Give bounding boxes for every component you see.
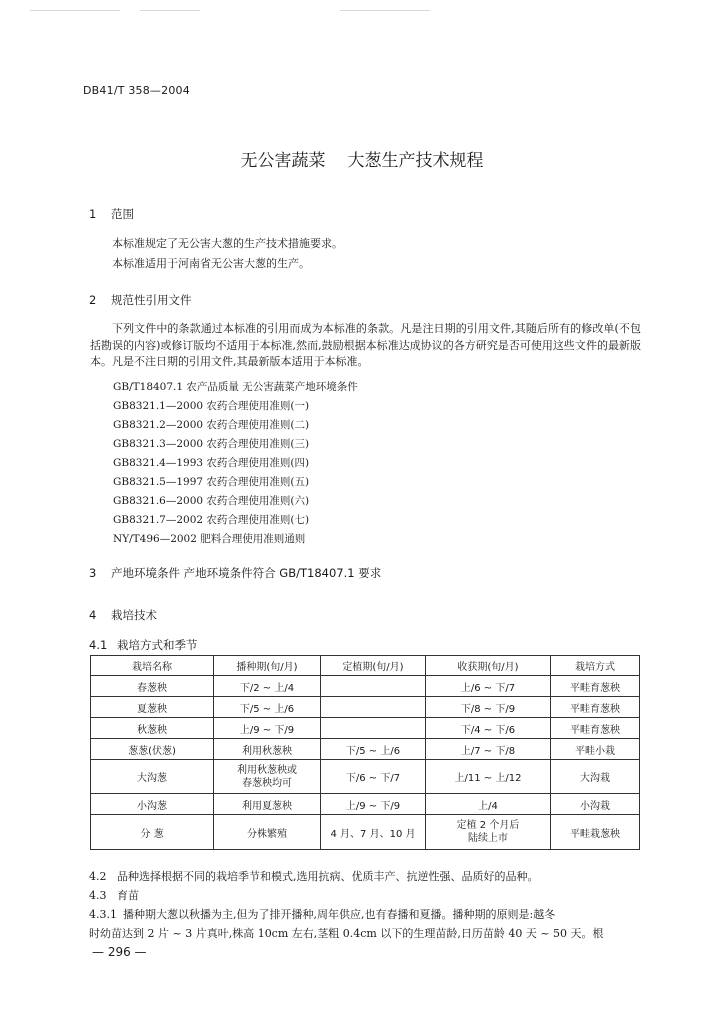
table-cell: 利用秋葱秧 — [214, 739, 321, 760]
table-cell: 下/5 ~ 上/6 — [214, 697, 321, 718]
table-cell: 下/8 ~ 下/9 — [426, 697, 551, 718]
table-header: 定植期(旬/月) — [321, 656, 426, 676]
scan-artifact — [140, 10, 200, 11]
table-cell: 下/5 ~ 上/6 — [321, 739, 426, 760]
table-row — [91, 739, 640, 760]
table-cell: 分 葱 — [91, 815, 214, 850]
table-cell — [321, 718, 426, 739]
table-cell: 平畦育葱秧 — [551, 697, 640, 718]
table-cell: 大沟葱 — [91, 760, 214, 794]
table-row — [91, 718, 640, 739]
table-cell — [321, 676, 426, 697]
table-cell: 平畦栽葱秧 — [551, 815, 640, 850]
table-row — [91, 794, 640, 815]
section-4-1-heading: 4.1 栽培方式和季节 — [89, 638, 198, 652]
reference-item: GB/T18407.1 农产品质量 无公害蔬菜产地环境条件 — [113, 381, 358, 393]
table-cell: 下/2 ~ 上/4 — [214, 676, 321, 697]
table-cell: 大沟栽 — [551, 760, 640, 794]
section-1-para-2: 本标准适用于河南省无公害大葱的生产。 — [112, 257, 310, 270]
table-cell — [321, 697, 426, 718]
table-header-row — [91, 656, 640, 676]
table-row — [91, 676, 640, 697]
section-4-2: 4.2 品种选择根据不同的栽培季节和模式,选用抗病、优质丰产、抗逆性强、品质好的品种。 — [89, 870, 539, 883]
table-cell: 4 月、7 月、10 月 — [321, 815, 426, 850]
table-cell: 利用夏葱秧 — [214, 794, 321, 815]
reference-item: GB8321.2—2000 农药合理使用准则(二) — [113, 419, 310, 431]
section-2-heading: 2 规范性引用文件 — [89, 293, 192, 307]
table-cell: 分株繁殖 — [214, 815, 321, 850]
reference-item: GB8321.4—1993 农药合理使用准则(四) — [113, 457, 310, 469]
table-header: 栽培方式 — [551, 656, 640, 676]
reference-item: NY/T496—2002 肥料合理使用准则通则 — [113, 533, 306, 545]
page-number: — 296 — — [92, 945, 147, 959]
reference-item: GB8321.6—2000 农药合理使用准则(六) — [113, 495, 310, 507]
section-2-intro: 下列文件中的条款通过本标准的引用而成为本标准的条款。凡是注日期的引用文件,其随后所有的修改单(不包括勘误的内容)或修订版均不适用于本标准,然而,鼓励根据本标准达成协议的各方研究是否可使用这些文件的最新版本。凡是不注日期的引用文件,其最新版本适用于本标准。 — [90, 322, 641, 368]
section-3-heading: 3 产地环境条件 产地环境条件符合 GB/T18407.1 要求 — [89, 566, 382, 580]
table-cell: 下/6 ~ 下/7 — [321, 760, 426, 794]
reference-item: GB8321.3—2000 农药合理使用准则(三) — [113, 438, 310, 450]
table-cell: 上/9 ~ 下/9 — [321, 794, 426, 815]
document-id: DB41/T 358—2004 — [83, 84, 190, 97]
table-header: 收获期(旬/月) — [426, 656, 551, 676]
table-header: 栽培名称 — [91, 656, 214, 676]
section-1-para-1: 本标准规定了无公害大葱的生产技术措施要求。 — [112, 237, 343, 250]
section-4-3-heading: 4.3 育苗 — [89, 889, 139, 902]
table-row — [91, 815, 640, 850]
table-row — [91, 760, 640, 794]
table-cell: 秋葱秧 — [91, 718, 214, 739]
reference-item: GB8321.1—2000 农药合理使用准则(一) — [113, 400, 310, 412]
table-header: 播种期(旬/月) — [214, 656, 321, 676]
reference-item: GB8321.7—2002 农药合理使用准则(七) — [113, 514, 310, 526]
table-cell: 定植 2 个月后 陆续上市 — [426, 815, 551, 850]
table-cell: 春葱秧 — [91, 676, 214, 697]
reference-item: GB8321.5—1997 农药合理使用准则(五) — [113, 476, 310, 488]
section-4-3-1-line-2: 时幼苗达到 2 片 ~ 3 片真叶,株高 10cm 左右,茎粗 0.4cm 以下的生理苗龄,日历苗龄 40 天 ~ 50 天。根 — [89, 927, 604, 940]
table-cell: 平畦小栽 — [551, 739, 640, 760]
section-4-3-1-line-1: 4.3.1 播种期大葱以秋播为主,但为了排开播种,周年供应,也有春播和夏播。播种期的原则是:越冬 — [89, 908, 556, 921]
table-cell: 上/4 — [426, 794, 551, 815]
table-row — [91, 697, 640, 718]
section-4-heading: 4 栽培技术 — [89, 608, 157, 622]
table-cell: 上/7 ~ 下/8 — [426, 739, 551, 760]
title-part-2: 大葱生产技术规程 — [347, 151, 484, 171]
reference-list — [113, 378, 358, 549]
section-1-heading: 1 范围 — [89, 207, 134, 221]
table-cell: 夏葱秧 — [91, 697, 214, 718]
table-cell: 平畦育葱秧 — [551, 676, 640, 697]
cultivation-table — [90, 655, 640, 850]
table-cell: 小沟栽 — [551, 794, 640, 815]
table-cell: 葱葱(伏葱) — [91, 739, 214, 760]
page-title — [0, 146, 724, 171]
table-cell: 平畦育葱秧 — [551, 718, 640, 739]
table-cell: 上/11 ~ 上/12 — [426, 760, 551, 794]
title-part-1: 无公害蔬菜 — [240, 151, 326, 171]
scan-artifact — [30, 10, 120, 11]
table-cell: 上/9 ~ 下/9 — [214, 718, 321, 739]
table-cell: 小沟葱 — [91, 794, 214, 815]
scan-artifact — [340, 10, 430, 11]
table-cell: 利用秋葱秧或 春葱秧均可 — [214, 760, 321, 794]
table-cell: 上/6 ~ 下/7 — [426, 676, 551, 697]
table-cell: 下/4 ~ 下/6 — [426, 718, 551, 739]
